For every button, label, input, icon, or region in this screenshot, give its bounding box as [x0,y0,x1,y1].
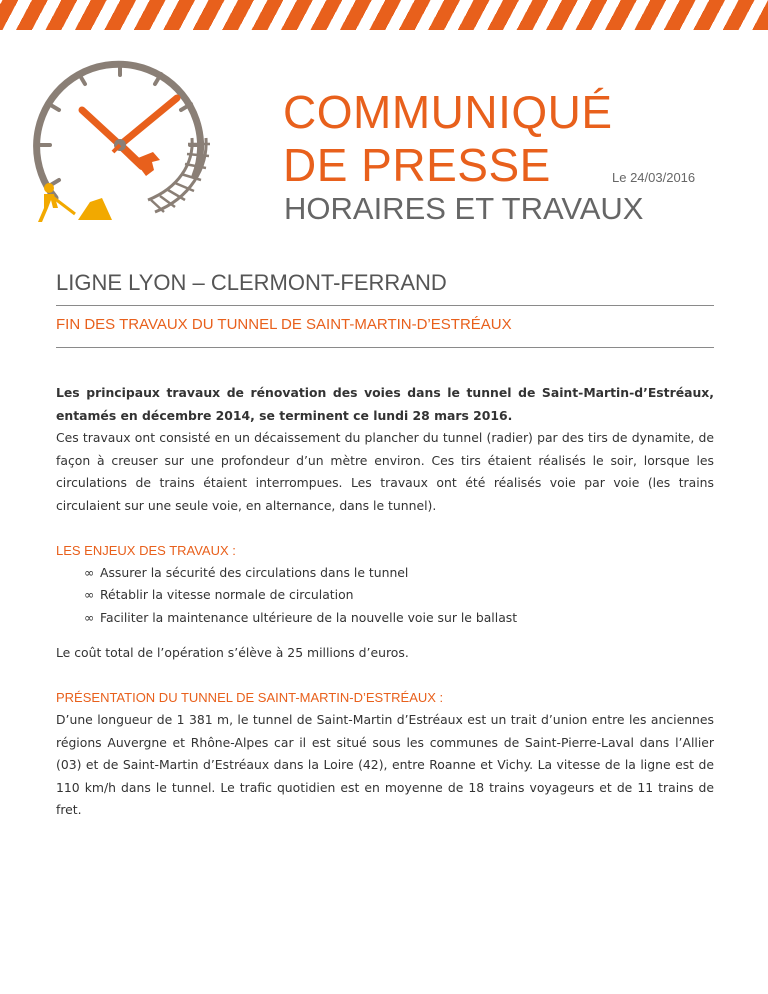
list-item: ∞ Assurer la sécurité des circulations dans le tunnel [84,562,714,585]
list-item: ∞ Faciliter la maintenance ultérieure de la nouvelle voie sur le ballast [84,607,714,630]
bullet-icon: ∞ [84,587,95,603]
list-item: ∞ Rétablir la vitesse normale de circulation [84,584,714,607]
intro-bold-paragraph: Les principaux travaux de rénovation des voies dans le tunnel de Saint-Martin-d’Estréaux, entamés en décembre 2014, se terminent ce lundi 28 mars 2016. [56,385,714,423]
press-release-subtitle: HORAIRES ET TRAVAUX [284,191,644,226]
divider-bottom [56,347,714,348]
press-release-title-line1: COMMUNIQUÉ [283,86,613,138]
bullet-icon: ∞ [84,564,95,580]
header-stripe-band [0,0,768,30]
press-release-title-line2: DE PRESSE [283,139,551,191]
clock-works-icon [20,48,220,223]
bullet-icon: ∞ [84,609,95,625]
intro-paragraph: Ces travaux ont consisté en un décaissement du plancher du tunnel (radier) par des tirs de dynamite, de façon à creuser sur une profondeur d’un mètre environ. Ces tirs étaient réalisés le soir, lorsque les circulations de trains étaient interrompues. Les travaux ont été réalisés voie par voie (les trains circulaient sur une seule voie, en alternance, dans le tunnel). [56,430,714,513]
cost-paragraph: Le coût total de l’opération s’élève à 25 millions d’euros. [56,645,409,661]
divider-top [56,305,714,306]
enjeux-list [56,562,714,630]
line-title: LIGNE LYON – CLERMONT-FERRAND [56,270,447,295]
presentation-paragraph: D’une longueur de 1 381 m, le tunnel de Saint-Martin d’Estréaux est un trait d’union entre les anciennes régions Auvergne et Rhône-Alpes car il est situé sous les communes de Saint-Pierre-Laval dans l’Allier (03) et de Saint-Martin d’Estréaux dans la Loire (42), entre Roanne et Vichy. La vitesse de la ligne est de 110 km/h dans le tunnel. Le trafic quotidien est en moyenne de 18 trains voyageurs et de 11 trains de fret. [56,711,714,818]
section-title: FIN DES TRAVAUX DU TUNNEL DE SAINT-MARTIN-D’ESTRÉAUX [56,316,512,333]
release-date: Le 24/03/2016 [612,170,696,185]
presentation-heading: PRÉSENTATION DU TUNNEL DE SAINT-MARTIN-D’ESTRÉAUX : [56,689,444,705]
article-body [56,382,714,822]
enjeux-heading: LES ENJEUX DES TRAVAUX : [56,542,236,558]
